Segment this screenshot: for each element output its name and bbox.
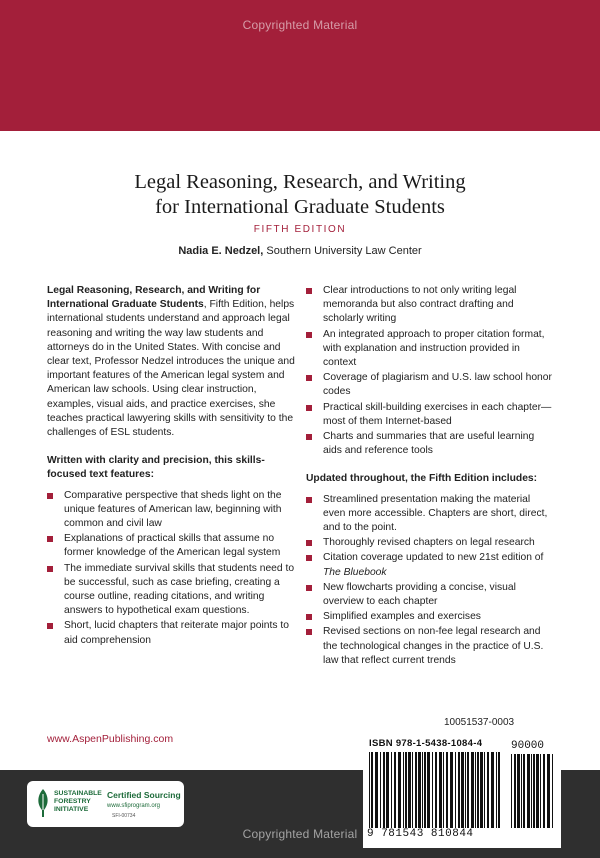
bullet-square-icon	[47, 536, 53, 542]
watermark-bottom: Copyrighted Material	[242, 827, 358, 841]
barcode-bar	[531, 754, 532, 828]
book-title	[0, 170, 600, 220]
author-affiliation: Southern University Law Center	[263, 245, 422, 257]
sfi-name-line: INITIATIVE	[54, 806, 89, 813]
bullet-square-icon	[47, 493, 53, 499]
updates-list	[306, 493, 554, 668]
update-text: Simplified examples and exercises	[323, 611, 481, 623]
feature-text: Explanations of practical skills that assume no former knowledge of the American legal system	[64, 533, 281, 559]
barcode-bar	[540, 754, 541, 828]
bullet-square-icon	[306, 555, 312, 561]
barcode-bar	[480, 752, 483, 828]
list-item	[306, 581, 554, 609]
barcode-bar	[514, 754, 516, 828]
updates-heading: Updated throughout, the Fifth Edition includes:	[306, 473, 538, 485]
update-text: Revised sections on non-fee legal research and the technological changes in the practice of U.S. law that reflect current trends	[323, 626, 544, 666]
list-item	[47, 562, 295, 619]
feature-text: Coverage of plagiarism and U.S. law school honor codes	[323, 372, 552, 398]
barcode-bar	[496, 752, 497, 828]
list-item	[306, 401, 554, 429]
right-column	[306, 284, 554, 682]
update-text: New flowcharts providing a concise, visual overview to each chapter	[323, 581, 516, 608]
barcode-bar	[439, 752, 442, 828]
feature-text: Comparative perspective that sheds light on the unique features of American law, beginning with common and civil law	[64, 489, 282, 530]
features-list-left	[47, 489, 295, 648]
left-column	[47, 284, 295, 662]
barcode-bar	[491, 752, 494, 828]
list-item	[306, 551, 554, 579]
barcode-bar	[547, 754, 550, 828]
bullet-square-icon	[306, 375, 312, 381]
list-item	[306, 625, 554, 668]
tree-leaf-icon	[35, 788, 51, 818]
watermark-top: Copyrighted Material	[242, 18, 358, 32]
barcode-bar	[467, 752, 469, 828]
barcode-bar	[552, 754, 553, 828]
barcode-bar	[369, 752, 370, 828]
sfi-name-line: FORESTRY	[54, 798, 91, 805]
bullet-square-icon	[306, 614, 312, 620]
update-text: Thoroughly revised chapters on legal research	[323, 537, 535, 549]
price-addon-digits: 90000	[511, 740, 545, 752]
feature-text: Short, lucid chapters that reiterate major points to aid comprehension	[64, 620, 289, 646]
list-item	[306, 610, 554, 624]
bullet-square-icon	[306, 288, 312, 294]
barcode-bar	[405, 752, 407, 828]
bullet-square-icon	[47, 623, 53, 629]
barcode-bar	[527, 754, 530, 828]
barcode-bar	[408, 752, 411, 828]
barcode-bar	[458, 752, 460, 828]
bullet-square-icon	[306, 585, 312, 591]
barcode-bar	[523, 754, 525, 828]
barcode-bar	[403, 752, 404, 828]
barcode-bar	[418, 752, 421, 828]
edition-label: FIFTH EDITION	[253, 224, 347, 235]
barcode-bar	[446, 752, 448, 828]
barcode-bar	[517, 754, 520, 828]
barcode-bar	[543, 754, 545, 828]
title-line-1: Legal Reasoning, Research, and Writing	[134, 171, 466, 193]
barcode-bar	[432, 752, 433, 828]
barcode-bar	[511, 754, 512, 828]
barcode-bar	[398, 752, 401, 828]
barcode-bar	[461, 752, 464, 828]
barcode-bar	[391, 752, 392, 828]
update-text: Citation coverage updated to new 21st edition of	[323, 552, 544, 564]
bullet-square-icon	[306, 332, 312, 338]
intro-title: Legal Reasoning, Research, and Writing for International Graduate Students	[47, 285, 261, 311]
feature-text: Clear introductions to not only writing legal memoranda but also contract drafting and scholarly writing	[323, 285, 517, 325]
barcode-bar	[422, 752, 423, 828]
barcode-bar	[498, 752, 500, 828]
bullet-square-icon	[47, 566, 53, 572]
list-item	[306, 328, 554, 371]
barcode-bar	[465, 752, 466, 828]
barcode-bar	[484, 752, 485, 828]
publisher-website-link[interactable]: www.AspenPublishing.com	[47, 733, 174, 745]
feature-text: The immediate survival skills that students need to be successful, such as case briefing, creating a course outline, reading citations, and writing answers to hypothetical exam questions.	[64, 562, 295, 617]
list-item	[306, 493, 554, 536]
barcode-bar	[412, 752, 413, 828]
intro-paragraph	[47, 284, 295, 440]
list-item	[47, 489, 295, 532]
sfi-code: SFI-00734	[112, 813, 136, 819]
isbn-label: ISBN 978-1-5438-1084-4	[369, 738, 483, 749]
bullet-square-icon	[306, 434, 312, 440]
sfi-name	[54, 790, 102, 814]
list-item	[306, 430, 554, 458]
barcode-bar	[471, 752, 474, 828]
features-list-right	[306, 284, 554, 458]
list-item	[306, 371, 554, 399]
author-line	[0, 245, 600, 257]
sfi-name-line: SUSTAINABLE	[54, 790, 102, 797]
barcode-bar	[415, 752, 417, 828]
feature-text: Practical skill-building exercises in each chapter—most of them Internet-based	[323, 401, 552, 427]
list-item	[306, 536, 554, 550]
barcode-bar	[521, 754, 522, 828]
barcode-bar	[477, 752, 479, 828]
feature-text: Charts and summaries that are useful learning aids and reference tools	[323, 431, 535, 457]
bullet-square-icon	[306, 405, 312, 411]
barcode-bar	[383, 752, 385, 828]
barcode-bar	[450, 752, 453, 828]
barcode-bar	[455, 752, 456, 828]
product-code: 10051537-0003	[444, 717, 515, 728]
features-heading: Written with clarity and precision, this skills-focused text features:	[47, 455, 265, 481]
barcode-bar	[443, 752, 444, 828]
list-item	[306, 284, 554, 327]
update-text: Streamlined presentation making the material even more accessible. Chapters are short, direct, and to the point.	[323, 493, 548, 534]
title-line-2: for International Graduate Students	[155, 196, 445, 218]
ean-digits: 9 781543 810844	[367, 828, 474, 840]
sfi-certification-logo	[27, 781, 184, 827]
bottom-band-edge	[561, 770, 600, 858]
author-name: Nadia E. Nedzel,	[178, 245, 264, 257]
bullet-square-icon	[306, 497, 312, 503]
barcode-bar	[380, 752, 381, 828]
barcode-bar	[375, 752, 378, 828]
barcode-bar	[427, 752, 430, 828]
addon-barcode	[511, 754, 556, 828]
top-color-band	[0, 0, 600, 131]
barcode-bar	[536, 754, 539, 828]
barcode-bar	[386, 752, 389, 828]
ean-barcode	[369, 752, 502, 828]
sfi-certified-label: Certified Sourcing	[107, 790, 181, 800]
barcode-bar	[371, 752, 373, 828]
bullet-square-icon	[306, 629, 312, 635]
list-item	[47, 619, 295, 647]
barcode-bar	[435, 752, 437, 828]
intro-text: , Fifth Edition, helps international students understand and approach legal reasoning and writing the way law students and attorneys do in the United States. With concise and clear text, Professor Nedzel introduces the unique and important features of the American legal system and American law schools. Using clear instruction, examples, visual aids, and practice exercises, she teaches practical lawyering skills with sensitivity to the challenges of ESL students.	[47, 299, 295, 439]
list-item	[47, 532, 295, 560]
bullet-square-icon	[306, 540, 312, 546]
barcode-bar	[475, 752, 476, 828]
barcode-bar	[487, 752, 489, 828]
barcode-bar	[394, 752, 396, 828]
bluebook-title: The Bluebook	[323, 566, 387, 578]
barcode-bar	[424, 752, 426, 828]
barcode-bar	[533, 754, 535, 828]
feature-text: An integrated approach to proper citation format, with explanation and instruction provided in context	[323, 328, 545, 369]
sfi-url: www.sfiprogram.org	[107, 803, 161, 809]
